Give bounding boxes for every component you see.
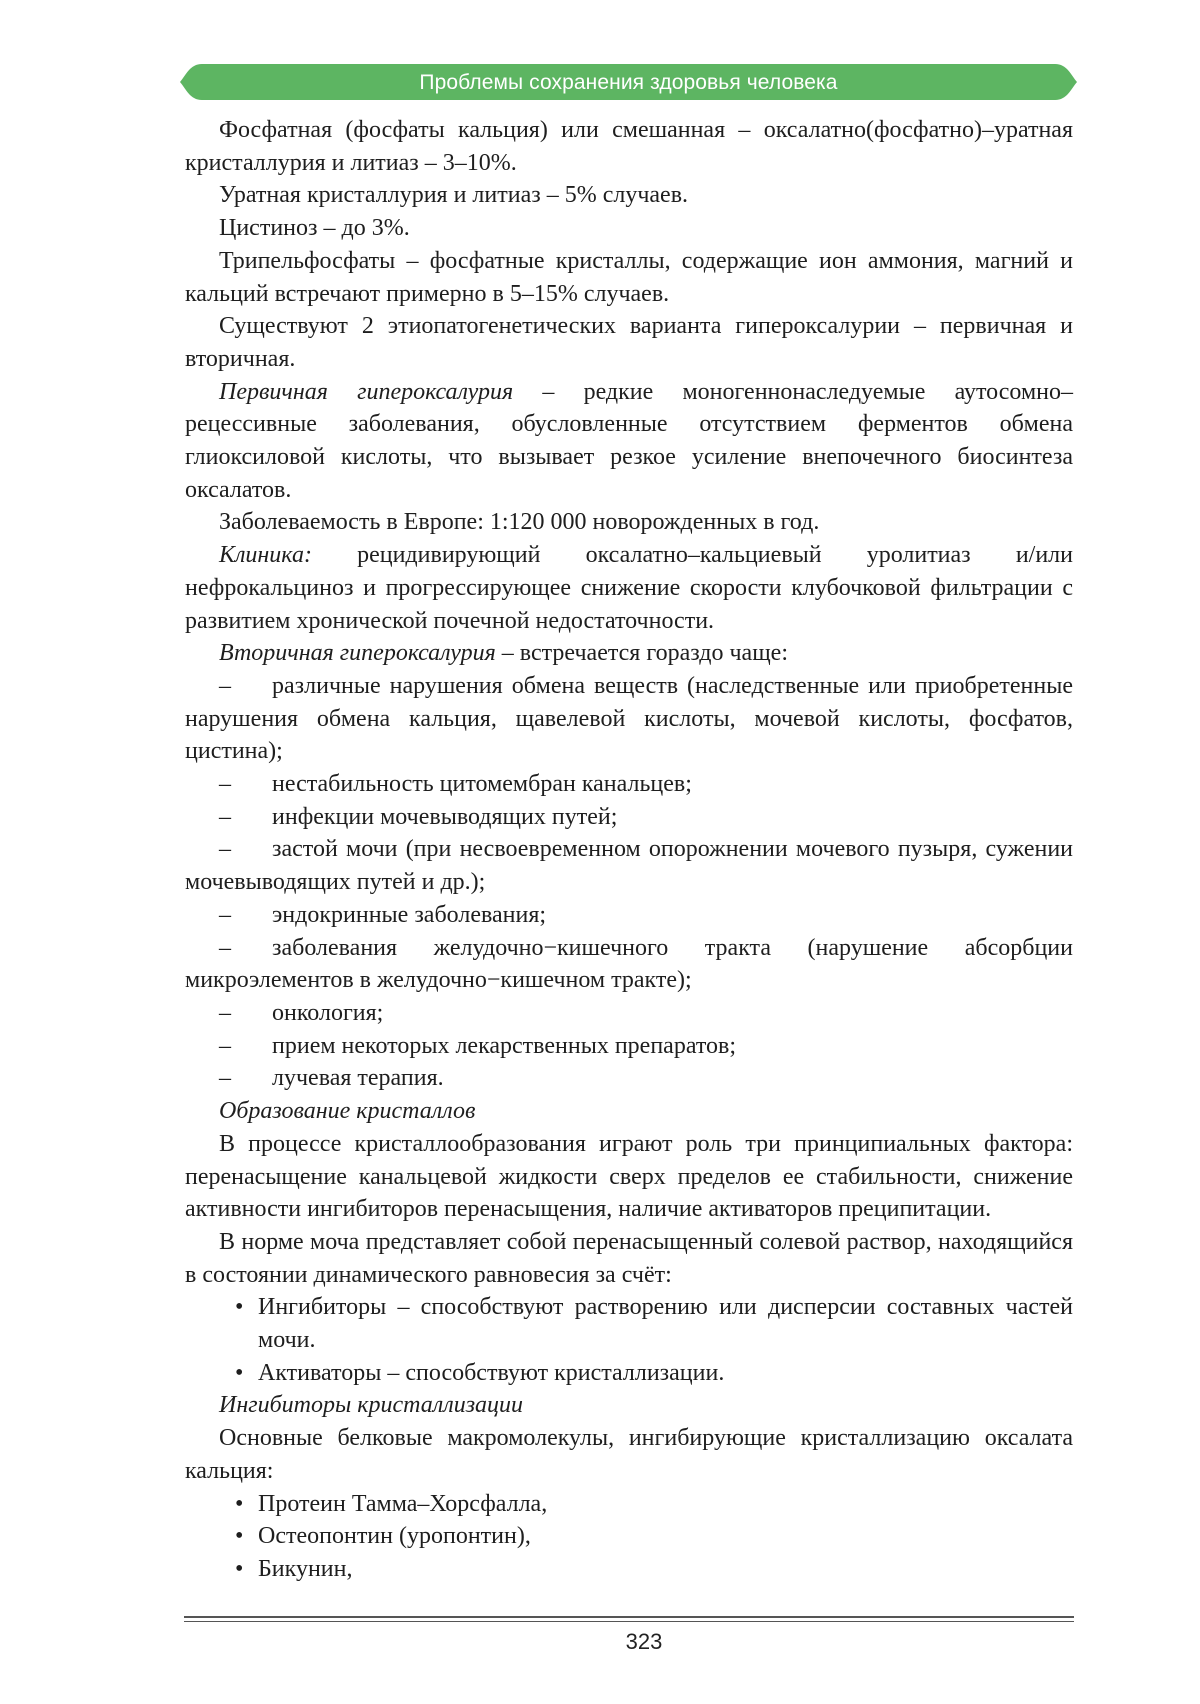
list-item <box>185 932 1073 997</box>
list-item-text: Ингибиторы – способствуют растворению или дисперсии составных частей мочи. <box>258 1294 1073 1353</box>
list-item-text: нестабильность цитомембран канальцев; <box>272 771 692 797</box>
list-item <box>185 1357 1073 1390</box>
heading-text: Образование кристаллов <box>219 1098 475 1124</box>
paragraph: Трипельфосфаты – фосфатные кристаллы, содержащие ион аммония, магний и кальций встречают примерно в 5–15% случаев. <box>185 245 1073 310</box>
dash-marker: – <box>219 670 272 703</box>
dash-marker: – <box>219 899 272 932</box>
paragraph: В норме моча представляет собой перенасыщенный солевой раствор, находящийся в состоянии динамического равновесия за счёт: <box>185 1226 1073 1291</box>
paragraph-clinic <box>185 539 1073 637</box>
list-item <box>185 899 1073 932</box>
list-item-text: застой мочи (при несвоевременном опорожнении мочевого пузыря, сужении мочевыводящих путей и др.); <box>185 836 1073 895</box>
paragraph-primary-hyperoxaluria <box>185 376 1073 507</box>
paragraph: Уратная кристаллурия и литиаз – 5% случаев. <box>185 179 1073 212</box>
list-item-text: различные нарушения обмена веществ (наследственные или приобретенные нарушения обмена кальция, щавелевой кислоты, мочевой кислоты, фосфатов, цистина); <box>185 673 1073 764</box>
list-item <box>185 1291 1073 1356</box>
list-item-text: лучевая терапия. <box>272 1065 444 1091</box>
paragraph: Основные белковые макромолекулы, ингибирующие кристаллизацию оксалата кальция: <box>185 1422 1073 1487</box>
footer-rule-line <box>184 1616 1074 1618</box>
list-item <box>185 833 1073 898</box>
paragraph: Заболеваемость в Европе: 1:120 000 новорожденных в год. <box>185 506 1073 539</box>
paragraph: В процессе кристаллообразования играют роль три принципиальных фактора: перенасыщение канальцевой жидкости сверх пределов ее стабильности, снижение активности ингибиторов перенасыщения, наличие активаторов преципитации. <box>185 1128 1073 1226</box>
term-clinic: Клиника: <box>219 542 312 568</box>
list-item-text: Протеин Тамма–Хорсфалла, <box>258 1491 547 1517</box>
list-item-text: инфекции мочевыводящих путей; <box>272 804 617 830</box>
list-item-text: Остеопонтин (уропонтин), <box>258 1523 531 1549</box>
list-item-text: Активаторы – способствуют кристаллизации. <box>258 1360 724 1386</box>
dash-marker: – <box>219 768 272 801</box>
list-item <box>185 670 1073 768</box>
list-item <box>185 1488 1073 1521</box>
term-primary-hyperoxaluria: Первичная гипероксалурия <box>219 379 513 405</box>
paragraph: Фосфатная (фосфаты кальция) или смешанная – оксалатно(фосфатно)–уратная кристаллурия и литиаз – 3–10%. <box>185 114 1073 179</box>
dash-marker: – <box>219 833 272 866</box>
paragraph-text: – редкие моногенно­наследуемые аутосомно–рецессивные заболевания, обусловленные отсутствием ферментов обмена глиоксиловой кислоты, что вызывает резкое усиление внепочечного биосинтеза оксалатов. <box>185 379 1073 503</box>
footer-rule-line <box>184 1621 1074 1623</box>
dash-marker: – <box>219 801 272 834</box>
list-item <box>185 997 1073 1030</box>
list-item-text: онкология; <box>272 1000 383 1026</box>
dash-marker: – <box>219 1030 272 1063</box>
dash-marker: – <box>219 997 272 1030</box>
list-item-text: заболевания желудочно−кишечного тракта (нарушение абсорбции микроэлементов в желудочно−кишечном тракте); <box>185 935 1073 994</box>
section-heading-crystals <box>185 1095 1073 1128</box>
bullet-marker: • <box>235 1520 243 1553</box>
paragraph-text: – встречается гораздо чаще: <box>496 640 788 666</box>
balance-list <box>185 1291 1073 1389</box>
paragraph: Существуют 2 этиопатогенетических варианта гипероксалурии – первичная и вторичная. <box>185 310 1073 375</box>
bullet-marker: • <box>235 1291 243 1324</box>
running-header-title: Проблемы сохранения здоровья человека <box>180 61 1077 104</box>
section-heading-inhibitors <box>185 1389 1073 1422</box>
list-item-text: эндокринные заболевания; <box>272 902 546 928</box>
footer-rule <box>184 1616 1074 1624</box>
header-banner <box>180 61 1077 104</box>
paragraph: Цистиноз – до 3%. <box>185 212 1073 245</box>
paragraph-secondary-hyperoxaluria <box>185 637 1073 670</box>
list-item <box>185 1030 1073 1063</box>
bullet-marker: • <box>235 1553 243 1586</box>
list-item <box>185 768 1073 801</box>
list-item <box>185 1553 1073 1586</box>
list-item <box>185 801 1073 834</box>
dash-marker: – <box>219 1062 272 1095</box>
list-item <box>185 1062 1073 1095</box>
paragraph-text: рецидивирующий оксалатно–кальциевый уролитиаз и/или нефрокальциноз и прогрессирующее снижение скорости клубочковой фильтрации с развитием хронической почечной недостаточности. <box>185 542 1073 633</box>
page-number: 323 <box>584 1629 704 1655</box>
bullet-marker: • <box>235 1357 243 1390</box>
proteins-list <box>185 1488 1073 1586</box>
heading-text: Ингибиторы кристаллизации <box>219 1392 523 1418</box>
term-secondary-hyperoxaluria: Вторичная гипероксалурия <box>219 640 496 666</box>
dash-marker: – <box>219 932 272 965</box>
list-item <box>185 1520 1073 1553</box>
secondary-causes-list <box>185 670 1073 1095</box>
page-body <box>185 114 1073 1586</box>
bullet-marker: • <box>235 1488 243 1521</box>
list-item-text: Бикунин, <box>258 1556 352 1582</box>
list-item-text: прием некоторых лекарственных препаратов; <box>272 1033 736 1059</box>
